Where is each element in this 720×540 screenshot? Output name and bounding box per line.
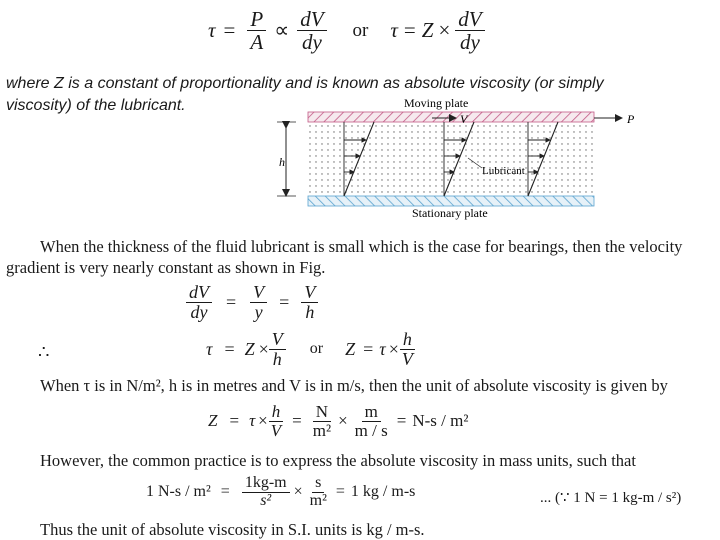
fraction-s-m2: $\frac{s}{\text{m²}}$ [309, 474, 327, 509]
times-symbol: × [438, 18, 451, 43]
or-word: or [352, 19, 369, 41]
numerator-dv-2: dV [455, 8, 484, 31]
shear-stress-equation: τ = Z × $\frac{V}{h}$ or Z = τ × $\frac{h}{V}$ [206, 330, 416, 369]
velocity-gradient-equation [186, 283, 318, 322]
fraction-h-v: $\frac{h}{V}$ [401, 329, 413, 369]
velocity-profile-diagram [272, 94, 652, 220]
fraction-n-m2: $\frac{N}{\text{m²}}$ [312, 402, 332, 440]
h-label: h [279, 155, 285, 169]
or-word-2: or [309, 340, 324, 358]
lubricant-label: Lubricant [482, 165, 525, 177]
paragraph-1 [6, 236, 718, 278]
p-label: P [627, 112, 635, 126]
moving-plate-label: Moving plate [404, 96, 469, 110]
fraction-v-h-2: $\frac{V}{h}$ [269, 330, 286, 369]
fraction-kgm-s2: $\frac{1kg-m}{\text{s²}}$ [242, 475, 290, 510]
newton-definition-note: ... (∵ 1 N = 1 kg-m / s²) [540, 490, 682, 506]
tau-symbol-2: τ [390, 18, 398, 43]
mass-unit-equation: 1 N-s / m² = $\frac{1kg-m}{\text{s²}}$ × $\frac{s}{\text{m²}}$ = 1 kg / m-s [146, 474, 416, 509]
fraction-v-y: $\frac{V}{y}$ [250, 283, 267, 322]
unit-result: N-s / m² [412, 411, 469, 431]
fraction-dv-dy-3: $\frac{dV}{dy}$ [186, 283, 212, 322]
intro-line-2: viscosity) of the lubricant. [6, 97, 186, 114]
equals-sign-3: = [226, 291, 237, 312]
paragraph-3: However, the common practice is to express the absolute viscosity in mass units, such that [40, 451, 636, 470]
mass-unit-result: 1 kg / m-s [350, 483, 416, 501]
stationary-plate [308, 196, 594, 206]
moving-plate [308, 112, 594, 122]
tau-symbol: τ [208, 18, 216, 43]
fraction-h-v-2: $\frac{h}{V}$ [268, 403, 284, 440]
numerator-p: P [247, 8, 266, 31]
proportional-symbol: ∝ [274, 18, 290, 43]
fraction-p-over-a [247, 8, 266, 53]
lubricant-layer [308, 122, 594, 196]
denominator-dy: dy [301, 30, 322, 55]
z-symbol: Z [421, 18, 434, 43]
paragraph-4: Thus the unit of absolute viscosity in S.I. units is kg / m-s. [40, 520, 425, 539]
numerator-dv: dV [297, 8, 326, 31]
equals-sign-4: = [279, 291, 290, 312]
viscosity-unit-equation: Z = τ × $\frac{h}{V}$ = $\frac{N}{\text{m²}}$ × $\frac{m}{m / s}$ = N-s / m² [208, 402, 469, 440]
denominator-dy-2: dy [460, 30, 480, 55]
paragraph-2: When τ is in N/m², h is in metres and V is in m/s, then the unit of absolute viscosity is given by [40, 376, 668, 395]
fraction-dv-dy [297, 8, 326, 53]
paragraph-1-line-2: gradient is very nearly constant as shown in Fig. [6, 258, 326, 277]
v-label: V [460, 112, 468, 126]
equals-sign: = [223, 18, 236, 43]
top-equation [208, 8, 485, 53]
denominator-a: A [250, 30, 264, 55]
fraction-m-ms: $\frac{m}{m / s}$ [354, 402, 388, 440]
fraction-v-h: $\frac{V}{h}$ [301, 283, 318, 322]
paragraph-1-line-1: When the thickness of the fluid lubricant is small which is the case for bearings, then the velocity [40, 237, 683, 256]
fraction-dv-dy-2 [455, 8, 484, 53]
viscosity-figure [272, 94, 652, 220]
therefore-symbol: ∴ [38, 342, 50, 362]
intro-line-1: where Z is a constant of proportionality and is known as absolute viscosity (or simply [6, 75, 604, 92]
equals-sign-2: = [403, 18, 416, 43]
stationary-plate-label: Stationary plate [412, 206, 488, 220]
